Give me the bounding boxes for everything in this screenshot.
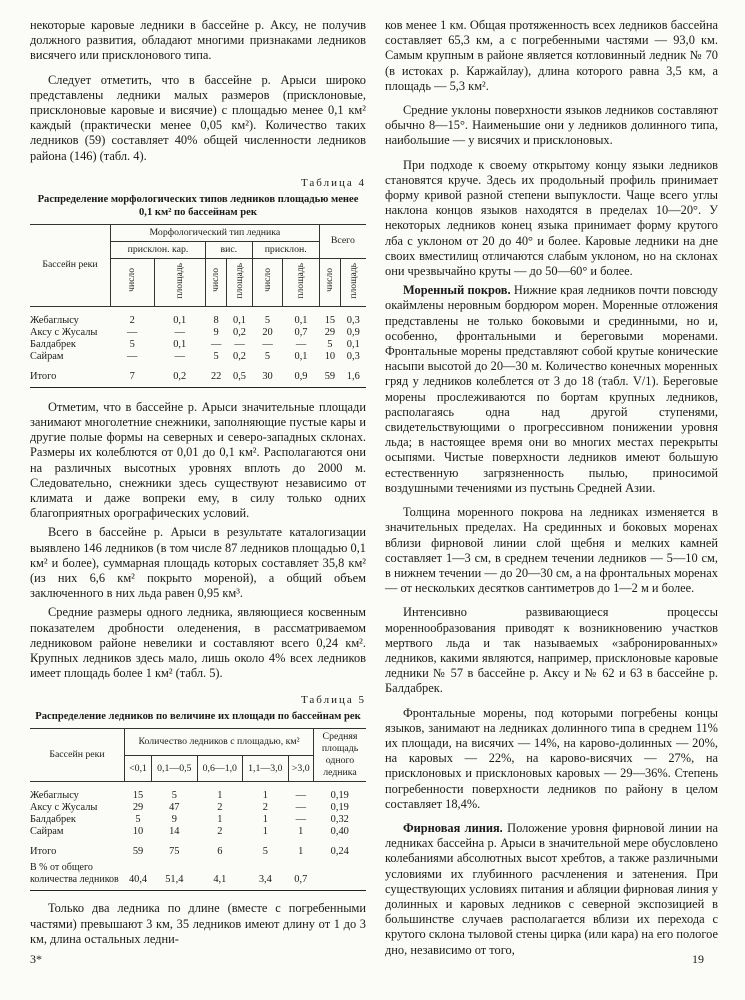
table-header-bin: 0,1—0,5 (152, 756, 198, 782)
paragraph: Следует отметить, что в бассейне р. Арыси широко представлены ледники малых размеров (присклоновые, присклоновые каровые и висячие) с площадью менее 0,1 км² каждый (практически менее 0,05 км²). Количество таких ледников (59) составляет 40% общей численности ледников района (146) (табл. 4). (30, 72, 366, 163)
table-header-bin: >3,0 (288, 756, 313, 782)
table-header-area: площадь (227, 258, 252, 306)
table-header-area: площадь (283, 258, 319, 306)
paragraph: Средние уклоны поверхности языков ледников составляют обычно 8—15°. Наименьшие они у ледников долинного типа, наибольшие — у висячих и присклоновых. (385, 103, 718, 148)
paragraph-moraine: Моренный покров. Нижние края ледников почти повсюду окаймлены неровным бордюром морен. Моренные отложения представлены не только боковыми и срединными, но и, особенно, фронтальными и береговыми моренами. Фронтальные морены представляют собой крутые конические насыпи высотой до 20—30 м. Количество конечных моренных гряд у ледников колеблется от 3 до 18 (табл. V/1). Береговые морены прослеживаются по бортам крупных ледников, располагаясь одна над другой ступенями, свидетельствующими о прогрессивном понижении уровня льда; в настоящее время они во многих местах перекрыты осыпями. Чистые поверхности ледников имеют большую естественную загрязненность пылью, приносимой воздушными течениями из пустынь Средней Азии. (385, 283, 718, 495)
table-header-basin: Бассейн реки (30, 224, 111, 306)
table-title: Распределение ледников по величине их площади по бассейнам рек (35, 711, 361, 723)
section-heading: Моренный покров. (403, 283, 511, 298)
paragraph-firn: Фирновая линия. Положение уровня фирновой линии на ледниках бассейна р. Арыси в значительной мере обусловлено колебаниями абсолютных высот хребтов, а также различными условиями их глубинного расчленения и затенения. При существующих условиях питания и абляции фирновая линия у долинных и каровых ледников с северной экспозицией в большинстве случаев располагается вблизи их перехода с крутого склона тыловой стены цирка (или кара) на его пологое дно, независимо от того, (385, 820, 719, 957)
table-header-group: Морфологический тип ледника (111, 224, 320, 241)
table-row: Аксу с Жусалы 29 47 2 2 — 0,19 (30, 802, 349, 814)
table-row: Аксу с Жусалы — — 9 0,2 20 0,7 29 0,9 (30, 326, 360, 338)
table-label: Таблица 5 (300, 694, 366, 707)
table-row: Балдабрек 5 9 1 1 — 0,32 (30, 814, 349, 826)
paragraph: Только два ледника по длине (вместе с погребенными частями) превышают 3 км, 35 ледников имеют длину от 1 до 3 км, длина остальных ледни- (30, 901, 366, 946)
table-header-bin: 0,6—1,0 (197, 756, 243, 782)
left-column (30, 18, 366, 947)
table-label: Таблица 4 (300, 176, 366, 189)
table-header-group: Количество ледников с площадью, км² (125, 729, 314, 756)
table-header-type: присклон. (252, 241, 319, 258)
table-5 (30, 728, 366, 891)
table-header-total: Всего (319, 224, 366, 258)
paragraph: Отметим, что в бассейне р. Арыси значительные площади занимают многолетние снежники, заполняющие пустые кары и другие полые формы на северных и северо-западных склонах. Размеры их колеблются от 0,01 до 0,1 км². Располагаются они на различных высотных уровнях вплоть до 2000 м. Следовательно, снежники здесь существуют независимо от климата и даже вопреки ему, в силу только одних благоприятных орографических условий. (30, 399, 366, 521)
table-header-area: площадь (154, 258, 205, 306)
table-header-count: число (111, 258, 155, 306)
signature-mark: 3* (30, 952, 42, 966)
table-header-bin: <0,1 (125, 756, 152, 782)
paragraph: Фронтальные морены, под которыми погребены концы языков, занимают на ледниках долинного типа в среднем 11% их площади, на висячих — 14%, на карово-долинных — 20%, на каровых — 22%, на карово-висячих — 27%, на присклоновых и присклоновых каровых — 29—36%. Степень погребенности поверхности ледников по району в целом составляет 18,4%. (385, 705, 718, 811)
table-row-total: Итого 59 75 6 5 1 0,24 (30, 846, 349, 858)
right-column (385, 18, 718, 958)
table-header-type: присклон. кар. (111, 241, 206, 258)
table-row: Жебаглысу 2 0,1 8 0,1 5 0,1 15 0,3 (30, 314, 360, 326)
paragraph: Интенсивно развивающиеся процессы мореннообразования приводят к возникновению участков мертвого льда и так называемых «забронированных» ледников, какими являются, например, присклоновые каровые ледники № 57 в бассейне р. Аксу и № 62 и 63 в бассейне р. Балдабрек. (385, 605, 718, 696)
table-header-area: площадь (341, 258, 366, 306)
table-row: Балдабрек 5 0,1 — — — — 5 0,1 (30, 338, 360, 350)
table-row: Сайрам 10 14 2 1 1 0,40 (30, 826, 349, 838)
table-row: Сайрам — — 5 0,2 5 0,1 10 0,3 (30, 350, 360, 362)
table-header-count: число (319, 258, 340, 306)
table-header-count: число (205, 258, 226, 306)
paragraph: Средние размеры одного ледника, являющиеся косвенным показателем дробности оледенения, в рассматриваемом ледниковом районе невелики и составляют всего 0,24 км². Крупных ледников здесь мало, лишь около 4% всех ледников имеет площадь более 1 км² (табл. 5). (30, 605, 366, 681)
table-4 (30, 224, 366, 388)
table-row-total: Итого 7 0,2 22 0,5 30 0,9 59 1,6 (30, 370, 360, 382)
table-title: Распределение морфологических типов ледников площадью менее 0,1 км² по бассейнам рек (37, 193, 359, 218)
paragraph: Толщина моренного покрова на ледниках изменяется в значительных пределах. На срединных и боковых моренах вблизи фирновой линии слой щебня и мелких камней составляет 1—3 см, в среднем течении ледников — 5—10 см, в нижнем течении — до 20—30 см, а на фронтальных моренах — от нескольких десятков сантиметров до 1—2 м и более. (385, 505, 718, 596)
paragraph: некоторые каровые ледники в бассейне р. Аксу, не получив должного развития, обладают многими признаками ледников висячего или присклонового типа. (30, 18, 366, 63)
table-row: Жебаглысу 15 5 1 1 — 0,19 (30, 790, 349, 802)
table-header-mean: Средняя площадь одного ледника (314, 729, 367, 782)
table-header-count: число (252, 258, 283, 306)
table-header-type: вис. (205, 241, 252, 258)
table-header-bin: 1,1—3,0 (243, 756, 289, 782)
paragraph: При подходе к своему открытому концу языки ледников становятся круче. Здесь их продольный профиль принимает форму кривой разной степени выпуклости. Чаще всего углы наклона концов языков находятся в пределах 10—20°. У некоторых ледников конец языка принимает форму крутого лба с уклоном от 20 до 40° и более. Каровые ледники на дне своих вместилищ отличаются слабым уклоном, но на склонах они чрезвычайно круты — до 50—60° и более. (385, 157, 718, 279)
paragraph: ков менее 1 км. Общая протяженность всех ледников бассейна составляет 65,3 км, а с погребенными частями — 93,0 км. Самым крупным в районе является котловинный ледник № 70 (в истоках р. Каржайлау), длина которого равна 3,5 км, а площадь — 5,3 км². (385, 18, 718, 93)
paragraph: Всего в бассейне р. Арыси в результате каталогизации выявлено 146 ледников (в том числе 87 ледников площадью 0,1 км² и более), суммарная площадь которых составляет 35,8 км² (из них 6,6 км² покрыто мореной), а общий объем заключенного в них льда равен 0,95 км³. (30, 525, 366, 601)
page-number: 19 (692, 952, 704, 966)
section-heading: Фирновая линия. (403, 820, 503, 835)
table-row-percent: В % от общего количества ледников 40,4 51,4 4,1 3,4 0,7 (30, 862, 308, 886)
table-header-basin: Бассейн реки (30, 729, 125, 782)
